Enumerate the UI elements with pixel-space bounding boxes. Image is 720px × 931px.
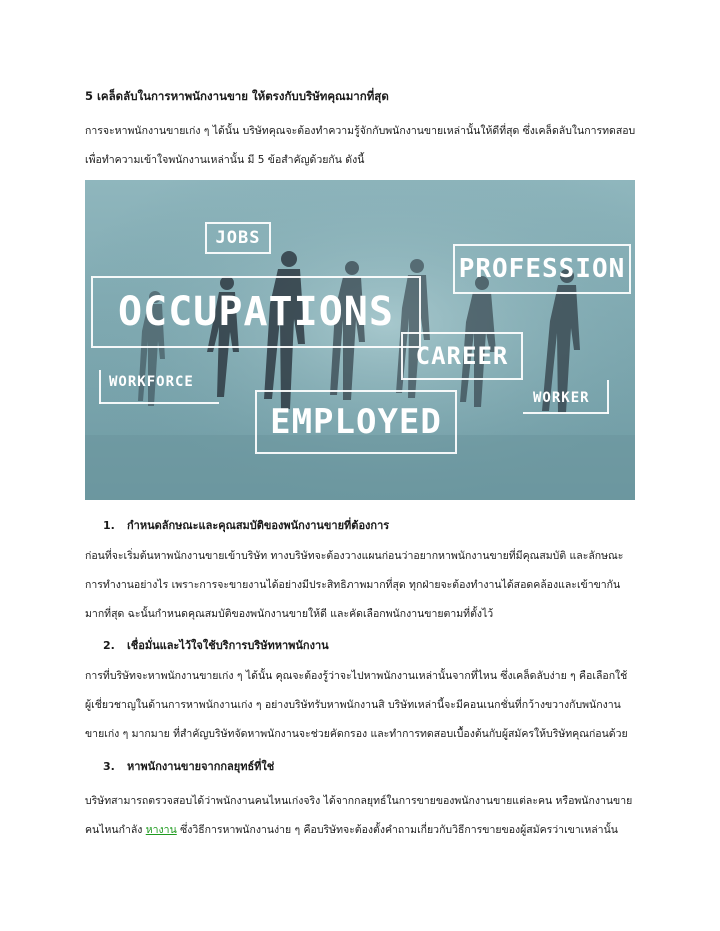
employed-label-box: EMPLOYED <box>255 390 457 454</box>
career-label-box: CAREER <box>401 332 523 380</box>
section-number: 3. <box>103 760 115 773</box>
section-number: 1. <box>103 519 115 532</box>
section-heading-text: เชื่อมั่นและไว้ใจใช้บริการบริษัทหาพนักงาน <box>127 639 329 652</box>
paragraph-line <box>85 816 645 845</box>
profession-label-box: PROFESSION <box>453 244 631 294</box>
section-paragraph <box>85 662 645 749</box>
hero-image <box>85 180 635 500</box>
paragraph-line: ผู้เชี่ยวชาญในด้านการหาพนักงานเก่ง ๆ อย่างบริษัทรับหาพนักงานสิ บริษัทเหล่านี้จะมีคอนเนกชั่นที่กว้างขวางกับพนักงาน <box>85 699 621 711</box>
intro-line: เพื่อทำความเข้าใจพนักงานเหล่านั้น มี 5 ข้อสำคัญด้วยกัน ดังนี้ <box>85 154 365 166</box>
section-heading-text: หาพนักงานขายจากกลยุทธ์ที่ใช่ <box>127 760 275 773</box>
line-text: ซึ่งวิธีการหาพนักงานง่าย ๆ คือบริษัทจะต้องตั้งคำถามเกี่ยวกับวิธีการขายของผู้สมัครว่าเขาเหล่านั้น <box>176 824 618 836</box>
section-heading-text: กำหนดลักษณะและคุณสมบัติของพนักงานขายที่ต้องการ <box>127 519 390 532</box>
section-paragraph <box>85 542 645 629</box>
intro-line: การจะหาพนักงานขายเก่ง ๆ ได้นั้น บริษัทคุณจะต้องทำความรู้จักกับพนักงานขายเหล่านั้นให้ดีที่สุด ซึ่งเคล็ดลับในการทดสอบ <box>85 125 636 137</box>
worker-underline <box>523 412 609 414</box>
paragraph-line: ก่อนที่จะเริ่มต้นหาพนักงานขายเข้าบริษัท ทางบริษัทจะต้องวางแผนก่อนว่าอยากหาพนักงานขายที่มีคุณสมบัติ และลักษณะ <box>85 550 624 562</box>
line-text: คนไหนกำลัง <box>85 824 146 836</box>
paragraph-line: การทำงานอย่างไร เพราะการจะขายงานได้อย่างมีประสิทธิภาพมากที่สุด ทุกฝ่ายจะต้องทำงานได้สอดคล้องและเข้าขากัน <box>85 579 621 591</box>
article-title: 5 เคล็ดลับในการหาพนักงานขาย ให้ตรงกับบริษัทคุณมากที่สุด <box>85 89 389 103</box>
workforce-bracket <box>99 370 101 404</box>
section-heading <box>103 516 389 534</box>
section-heading <box>103 636 329 654</box>
paragraph-line: ขายเก่ง ๆ มากมาย ที่สำคัญบริษัทจัดหาพนักงานจะช่วยคัดกรอง และทำการทดสอบเบื้องต้นกับผู้สมัครให้บริษัทคุณก่อนด้วย <box>85 728 628 740</box>
paragraph-line: มากที่สุด ฉะนั้นกำหนดคุณสมบัติของพนักงานขายให้ดี และคัดเลือกพนักงานขายตามที่ตั้งไว้ <box>85 608 494 620</box>
job-search-link[interactable]: หางาน <box>145 824 177 836</box>
occupations-label-box: OCCUPATIONS <box>91 276 421 348</box>
worker-label: WORKER <box>533 390 590 406</box>
workforce-label: WORKFORCE <box>109 374 194 390</box>
jobs-label-box: JOBS <box>205 222 271 254</box>
paragraph-line: การที่บริษัทจะหาพนักงานขายเก่ง ๆ ได้นั้น คุณจะต้องรู้ว่าจะไปหาพนักงานเหล่านั้นจากที่ไหน ซึ่งเคล็ดลับง่าย ๆ คือเลือกใช้ <box>85 670 628 682</box>
worker-bracket <box>607 380 609 414</box>
workforce-underline <box>99 402 219 404</box>
section-heading <box>103 757 274 775</box>
intro-paragraph <box>85 117 645 175</box>
paragraph-line: บริษัทสามารถตรวจสอบได้ว่าพนักงานคนไหนเก่งจริง ได้จากกลยุทธ์ในการขายของพนักงานขายแต่ละคน หรือพนักงานขาย <box>85 795 633 807</box>
section-paragraph <box>85 787 645 845</box>
section-number: 2. <box>103 639 115 652</box>
